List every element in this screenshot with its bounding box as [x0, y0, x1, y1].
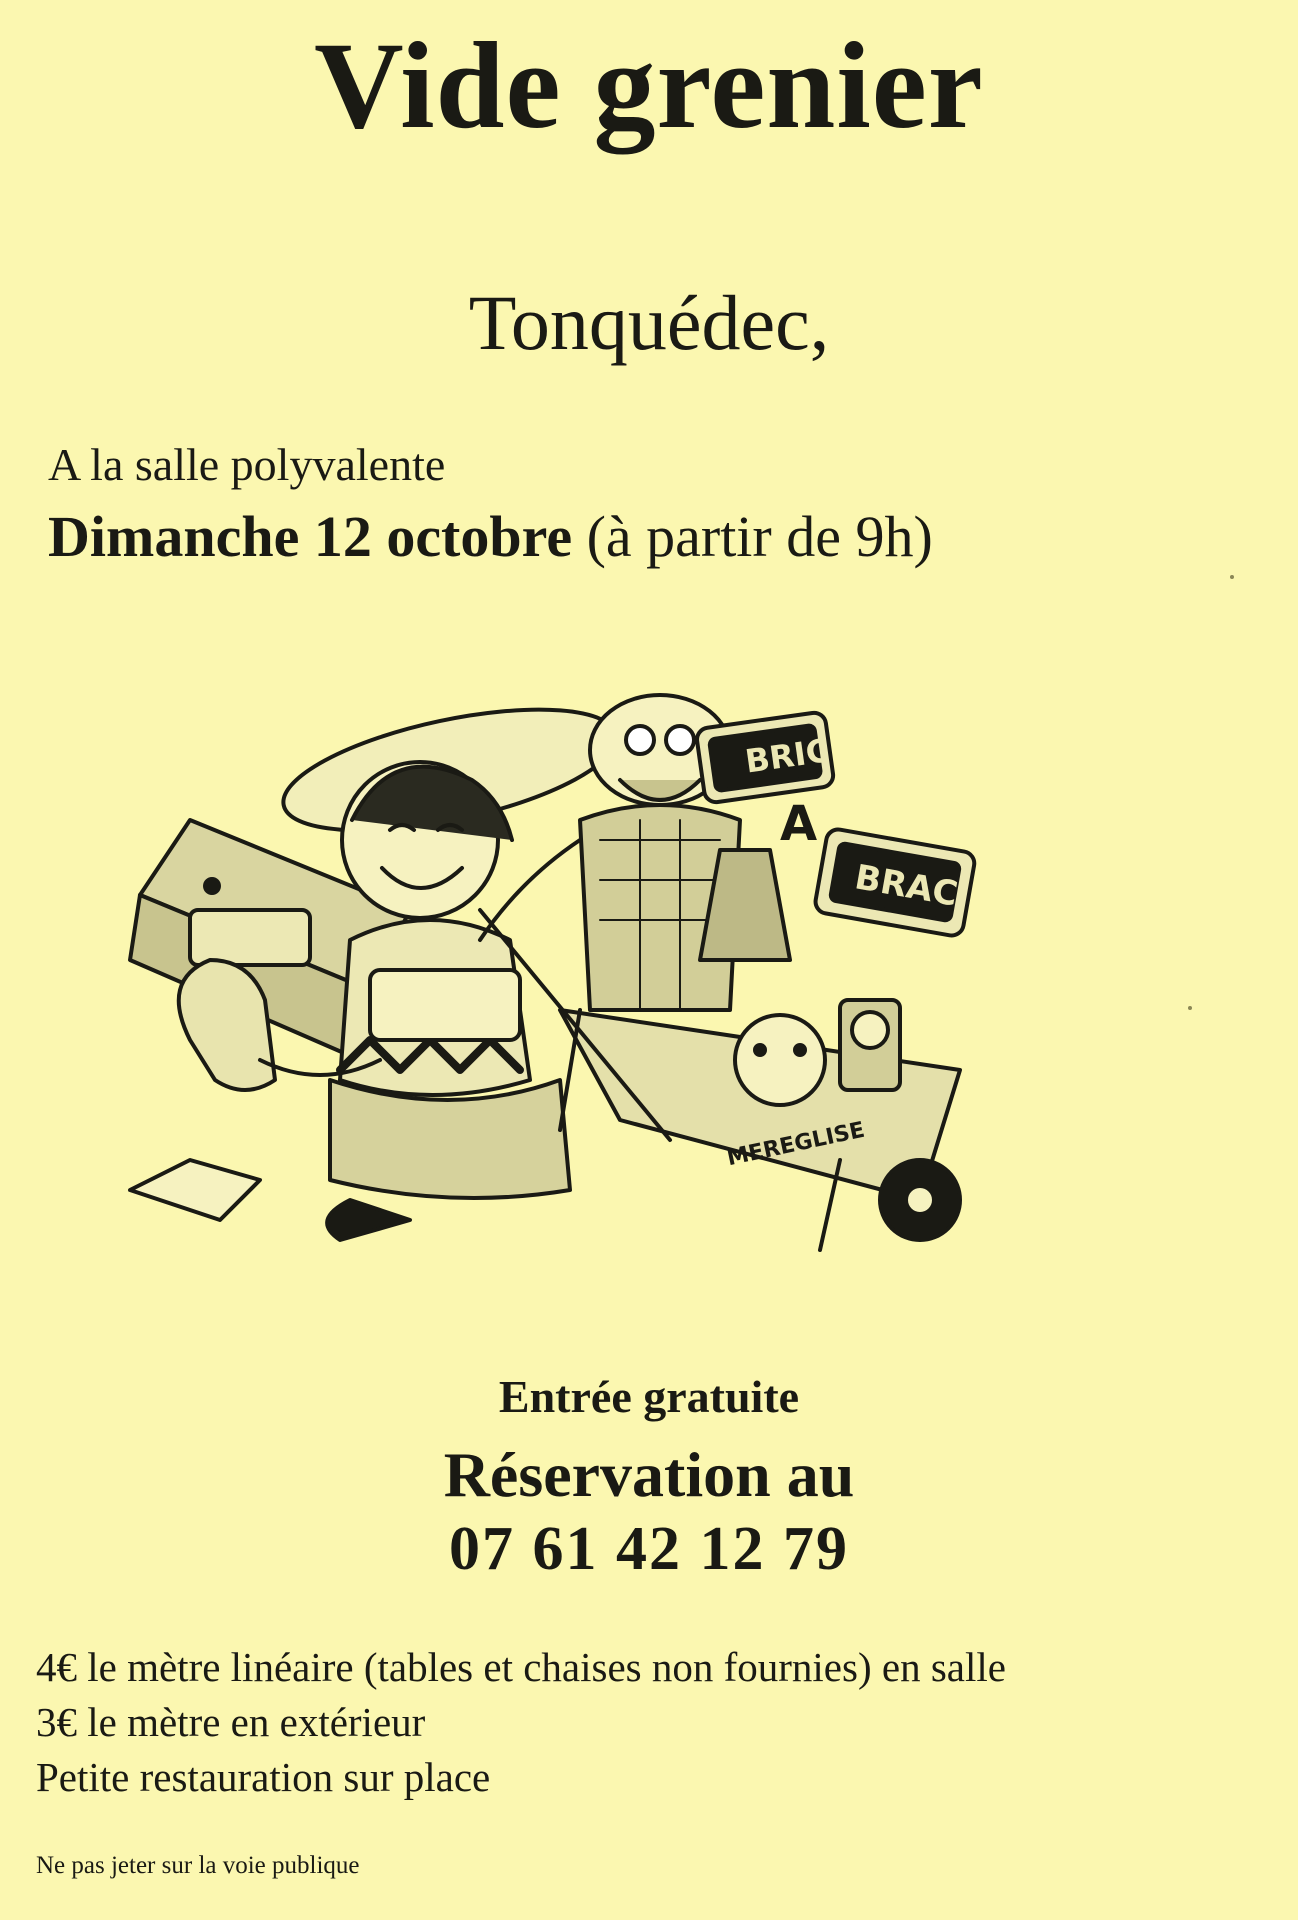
reservation-label: Réservation au	[443, 1439, 855, 1510]
event-start-time: (à partir de 9h)	[572, 504, 933, 569]
town-name: Tonquédec,	[468, 279, 830, 366]
wheelbarrow-text: MEREGLISE	[724, 1117, 867, 1172]
free-entry: Entrée gratuite	[498, 1371, 800, 1422]
paper-speck	[1188, 1006, 1192, 1010]
date-line	[48, 505, 933, 569]
brocante-illustration	[120, 680, 1190, 1280]
price-line-indoor: 4€ le mètre linéaire (tables et chaises non fournies) en salle	[36, 1644, 1006, 1690]
paper-drawing	[130, 1160, 260, 1220]
venue-line: A la salle polyvalente	[48, 439, 446, 490]
sign-a-text: A	[780, 796, 818, 852]
sign-bric-text: BRIC	[742, 731, 832, 781]
price-list	[36, 1640, 1006, 1805]
event-date: Dimanche 12 octobre	[48, 504, 573, 569]
poster-title: Vide grenier	[314, 17, 984, 154]
phone-number: 07 61 42 12 79	[449, 1515, 849, 1583]
paper-speck	[1230, 575, 1234, 579]
footer-notice: Ne pas jeter sur la voie publique	[36, 1852, 360, 1879]
sign-brac-text: BRAC	[851, 857, 961, 915]
catering-line: Petite restauration sur place	[36, 1754, 491, 1800]
price-line-outdoor: 3€ le mètre en extérieur	[36, 1699, 426, 1745]
